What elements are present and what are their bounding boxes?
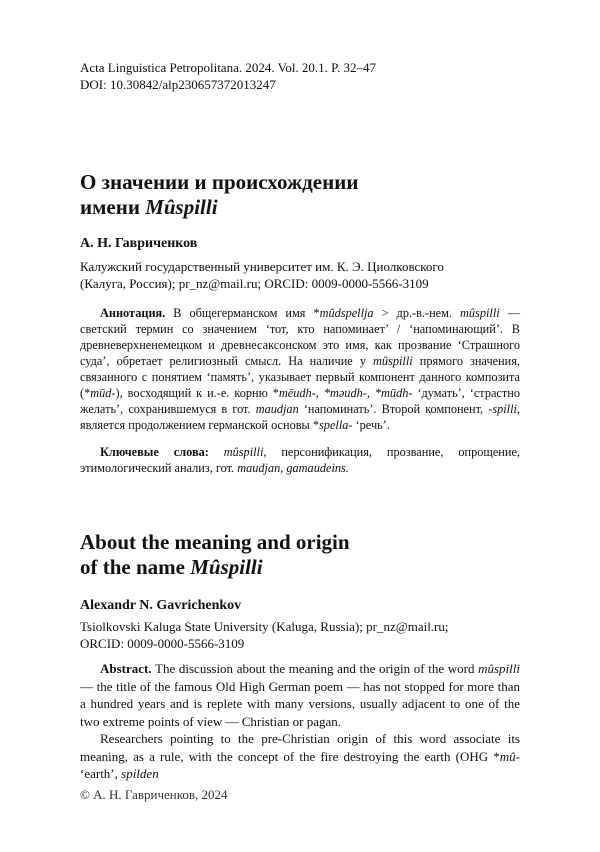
abstract-ru-term: mūd- bbox=[90, 386, 115, 400]
title-ru-word: Mûspilli bbox=[145, 195, 217, 219]
abstract-en bbox=[80, 660, 520, 783]
affiliation-ru bbox=[80, 258, 520, 292]
abstract-ru-text: ‘думать’, ‘страстно желать’, сохранившемуся в гот. bbox=[80, 386, 520, 416]
abstract-en-paragraph bbox=[80, 660, 520, 730]
abstract-ru-text: является продолжением германской основы * bbox=[80, 418, 319, 432]
abstract-en-label: Abstract. bbox=[100, 661, 152, 676]
author-ru: А. Н. Гавриченков bbox=[80, 236, 197, 252]
title-en-line1: About the meaning and origin bbox=[80, 530, 520, 555]
abstract-ru-text: прямого значения, связанного с понятием ‘память’, указывает первый компонент данного композита (* bbox=[80, 354, 520, 400]
keywords-ru-term: maudjan, gamaudeins. bbox=[237, 461, 349, 475]
abstract-ru-label: Аннотация. bbox=[100, 306, 165, 320]
title-ru-line1: О значении и происхождении bbox=[80, 170, 520, 195]
affiliation-ru-line2: (Калуга, Россия); pr_nz@mail.ru; ORCID: 0009-0000-5566-3109 bbox=[80, 275, 520, 292]
keywords-ru-label: Ключевые слова: bbox=[100, 445, 209, 459]
abstract-ru-text: ‘напоминать’. Второй компонент, bbox=[299, 402, 488, 416]
page-title-ru bbox=[80, 170, 520, 220]
journal-header bbox=[80, 59, 376, 93]
keywords-ru-term: mûspilli bbox=[224, 445, 264, 459]
affiliation-en-line2: ORCID: 0009-0000-5566-3109 bbox=[80, 635, 520, 652]
abstract-en-term: mû- bbox=[500, 749, 520, 764]
title-en-line2 bbox=[80, 555, 520, 580]
abstract-en-term: spilden bbox=[121, 766, 159, 781]
doi[interactable]: DOI: 10.30842/alp230657372013247 bbox=[80, 76, 376, 93]
journal-citation: Acta Linguistica Petropolitana. 2024. Vol. 20.1. P. 32–47 bbox=[80, 59, 376, 76]
abstract-ru-term: spella- bbox=[319, 418, 352, 432]
abstract-ru-term: mēudh-, *məudh-, *mūdh- bbox=[279, 386, 413, 400]
title-ru-line2 bbox=[80, 195, 520, 220]
abstract-ru-paragraph bbox=[80, 305, 520, 433]
abstract-ru-text: > др.-в.-нем. bbox=[374, 306, 460, 320]
affiliation-ru-line1: Калужский государственный университет им. К. Э. Циолковского bbox=[80, 258, 520, 275]
abstract-ru-text: ‘речь’. bbox=[352, 418, 389, 432]
abstract-en-text: ‘earth’, bbox=[80, 766, 121, 781]
affiliation-en-line1: Tsiolkovski Kaluga State University (Kaluga, Russia); pr_nz@mail.ru; bbox=[80, 618, 520, 635]
abstract-en-text: — the title of the famous Old High German poem — has not stopped for more than a hundred years and is replete with many versions, usually adjacent to one of the two extreme points of view — Christian or pagan. bbox=[80, 679, 520, 729]
page-title-en bbox=[80, 530, 520, 580]
abstract-en-term: mûspilli bbox=[478, 661, 520, 676]
title-en-word: Mûspilli bbox=[190, 555, 262, 579]
abstract-ru-term: maudjan bbox=[256, 402, 299, 416]
title-en-prefix: of the name bbox=[80, 555, 190, 579]
keywords-ru-paragraph bbox=[80, 444, 520, 476]
keywords-ru bbox=[80, 444, 520, 476]
abstract-ru bbox=[80, 305, 520, 433]
abstract-ru-text: ), восходящий к и.-е. корню * bbox=[116, 386, 279, 400]
keywords-ru-text: , персонификация, прозвание, опрощение, этимологический анализ, гот. bbox=[80, 445, 520, 475]
copyright-notice: © А. Н. Гавриченков, 2024 bbox=[80, 787, 228, 803]
abstract-en-text: The discussion about the meaning and the origin of the word bbox=[152, 661, 478, 676]
abstract-ru-term: mûspilli bbox=[460, 306, 500, 320]
abstract-en-text: Researchers pointing to the pre-Christian origin of this word associate its meaning, as a rule, with the concept of the fire destroying the earth (OHG * bbox=[80, 731, 520, 764]
abstract-ru-term: -spilli, bbox=[488, 402, 520, 416]
abstract-ru-text: — светский термин со значением ‘тот, кто напоминает’ / ‘напоминающий’. В древневерхненемецком и древнесаксонском это имя, как прозвание ‘Страшного суда’, обретает религиозный смысл. На наличие у bbox=[80, 306, 520, 368]
keywords-ru-text bbox=[209, 445, 224, 459]
abstract-ru-text: В общегерманском имя * bbox=[165, 306, 319, 320]
abstract-en-paragraph-2 bbox=[80, 730, 520, 783]
abstract-ru-term: mûdspellja bbox=[320, 306, 374, 320]
title-ru-prefix: имени bbox=[80, 195, 145, 219]
article-first-page bbox=[0, 0, 600, 852]
abstract-ru-term: mûspilli bbox=[373, 354, 413, 368]
affiliation-en bbox=[80, 618, 520, 652]
author-en: Alexandr N. Gavrichenkov bbox=[80, 598, 241, 614]
